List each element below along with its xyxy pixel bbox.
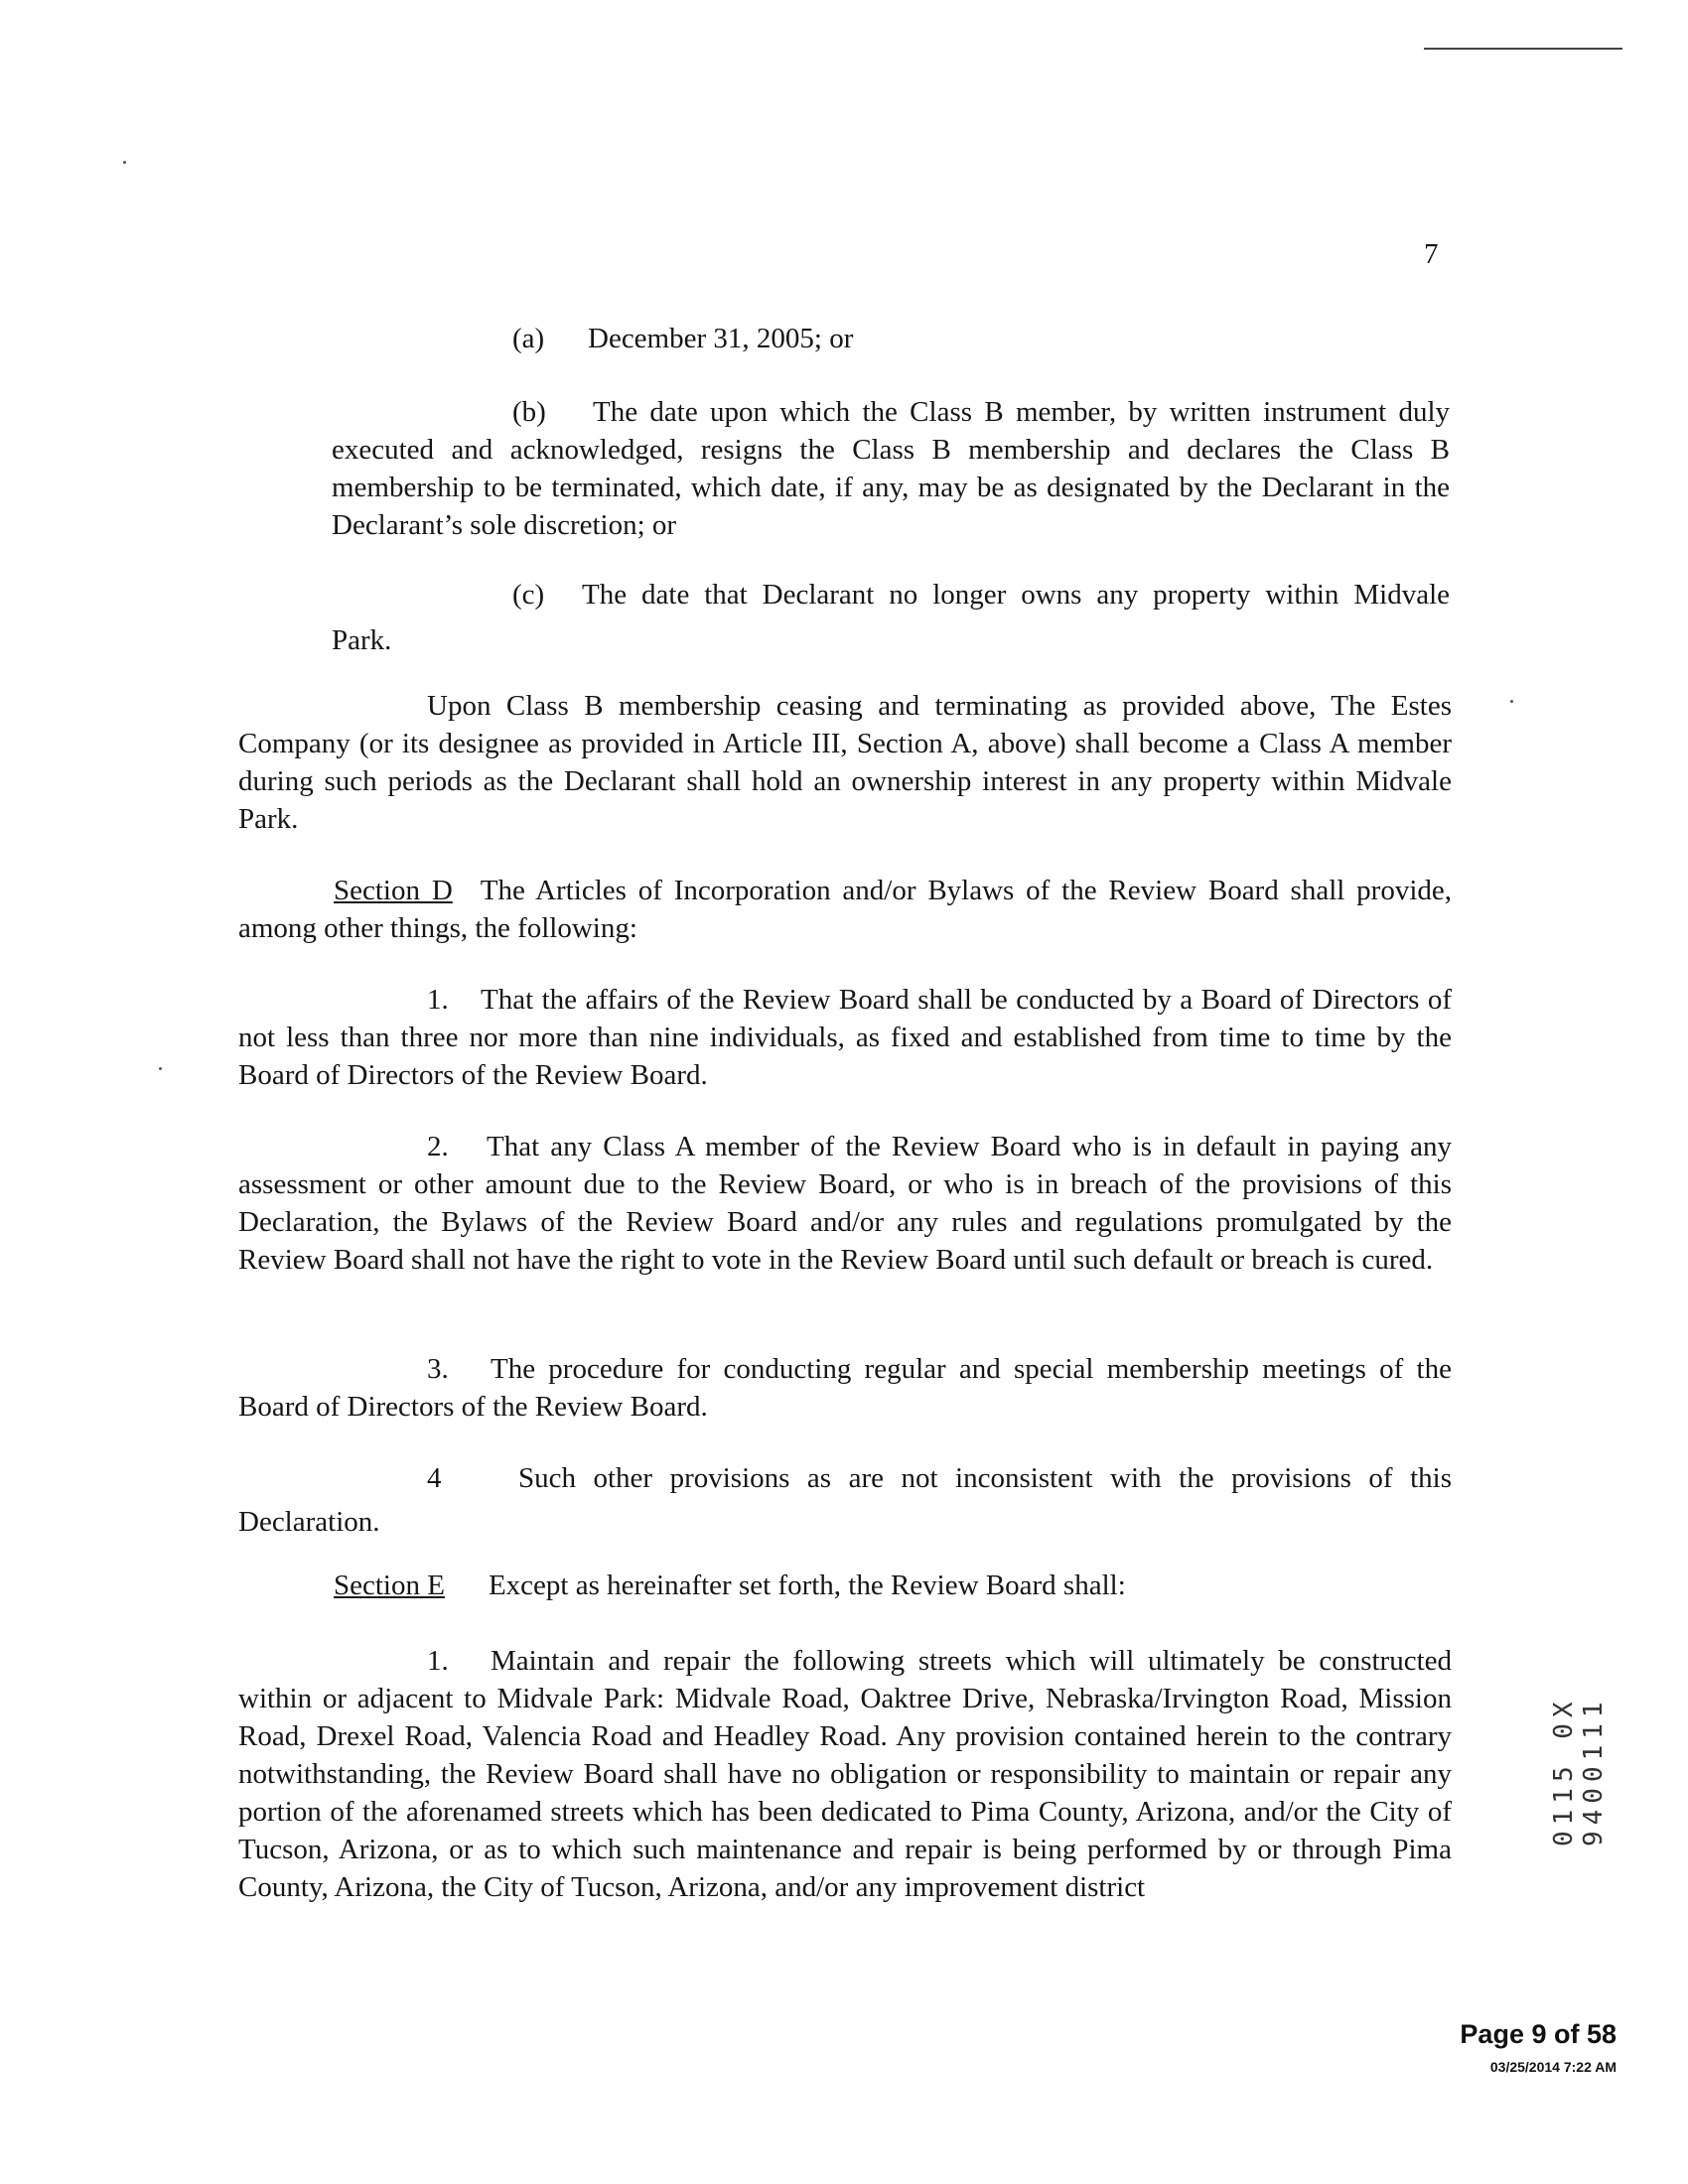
section-d-item-3-text: The procedure for conducting regular and special membership meetings of the Board of Directors of the Review Board. — [238, 1353, 1452, 1423]
item-b-rest: executed and acknowledged, resigns the Class B membership and declares the Class B membership to be terminated, which date, if any, may be as designated by the Declarant in the Declarant’s sole discretion; or — [332, 434, 1450, 541]
cessation-paragraph: Upon Class B membership ceasing and terminating as provided above, The Estes Company (or its designee as provided in Article III, Section A, above) shall become a Class A member during such periods as the Declarant shall hold an ownership interest in any property within Midvale Park. — [238, 690, 1452, 835]
section-d-item-4-line1 — [427, 1459, 1452, 1497]
section-e-paragraph — [334, 1567, 1126, 1604]
section-d-item-4-line1-text: Such other provisions as are not inconsistent with the provisions of this — [518, 1462, 1452, 1494]
section-e-item-1-text: Maintain and repair the following streets which will ultimately be constructed within or adjacent to Midvale Park: Midvale Road, Oaktree Drive, Nebraska/Irvington Road, Mission Road, Drexel Road, Valencia Road and Headley Road. Any provision contained herein to the contrary notwithstanding, the Review Board shall have no obligation or responsibility to maintain or repair any portion of the aforenamed streets which has been dedicated to Pima County, Arizona, and/or the City of Tucson, Arizona, or as to which such maintenance and repair is being performed by or through Pima County, Arizona, the City of Tucson, Arizona, and/or any improvement district — [238, 1645, 1452, 1903]
footer-timestamp: 03/25/2014 7:22 AM — [1489, 2059, 1617, 2075]
item-a — [512, 320, 853, 357]
item-b-line1 — [512, 393, 1450, 431]
footer-page-label: Page 9 of 58 — [1460, 2019, 1617, 2049]
section-d-heading: Section D — [334, 875, 453, 906]
section-e-text: Except as hereinafter set forth, the Review Board shall: — [488, 1570, 1126, 1601]
section-d-item-2-marker: 2. — [427, 1131, 449, 1162]
section-e-heading: Section E — [334, 1570, 445, 1601]
section-d-item-2 — [238, 1128, 1452, 1279]
recording-stamp: 0115 0X 9400111 — [1549, 1696, 1609, 1846]
section-d-text: The Articles of Incorporation and/or Bylaws of the Review Board shall provide, among other things, the following: — [238, 875, 1453, 944]
page-number: 7 — [1424, 238, 1439, 270]
item-c-line1 — [512, 576, 1450, 614]
item-a-marker: (a) — [512, 323, 545, 354]
scan-speck — [123, 161, 126, 164]
top-rule — [1424, 48, 1622, 50]
section-d-item-1-marker: 1. — [427, 984, 449, 1016]
item-c-rest: Park. — [332, 624, 392, 656]
section-d-item-2-text: That any Class A member of the Review Board who is in default in paying any assessment or other amount due to the Review Board, or who is in breach of the provisions of this Declaration, the Bylaws of the Review Board and/or any rules and regulations promulgated by the Review Board shall not have the right to vote in the Review Board until such default or breach is cured. — [238, 1131, 1452, 1276]
section-d-item-1 — [238, 981, 1452, 1094]
item-c-marker: (c) — [512, 579, 545, 611]
scan-speck — [1510, 700, 1513, 703]
section-e-item-1 — [238, 1642, 1452, 1906]
section-d-item-4-rest: Declaration. — [238, 1506, 380, 1538]
section-e-item-1-marker: 1. — [427, 1645, 449, 1677]
item-b-line1-text: The date upon which the Class B member, by written instrument duly — [593, 396, 1450, 428]
section-d-paragraph — [238, 872, 1452, 947]
scan-speck — [159, 1067, 162, 1070]
section-d-item-3 — [238, 1350, 1452, 1426]
item-b-marker: (b) — [512, 396, 546, 428]
section-d-item-1-text: That the affairs of the Review Board shall be conducted by a Board of Directors of not less than three nor more than nine individuals, as fixed and established from time to time by the Board of Directors of the Review Board. — [238, 984, 1452, 1091]
item-a-text: December 31, 2005; or — [588, 323, 854, 354]
section-d-item-3-marker: 3. — [427, 1353, 449, 1385]
item-c-line1-text: The date that Declarant no longer owns any property within Midvale — [582, 579, 1450, 611]
section-d-item-4-marker: 4 — [427, 1462, 442, 1494]
